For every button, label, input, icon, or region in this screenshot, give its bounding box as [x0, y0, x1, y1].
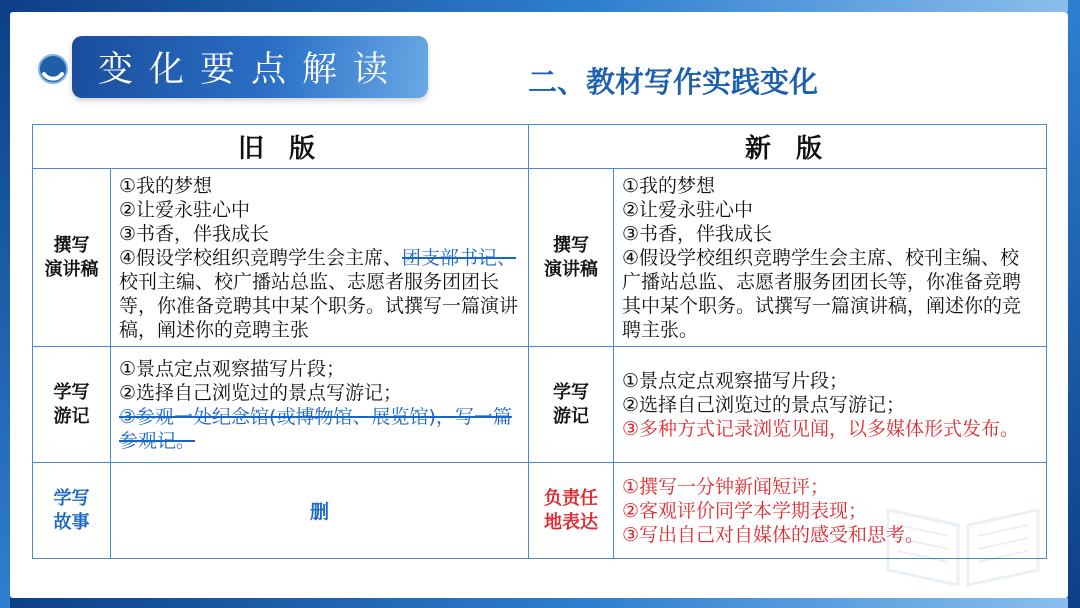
frame-bottom: [0, 598, 1080, 608]
old-content: [111, 169, 529, 347]
row-label-new: [529, 169, 614, 347]
frame-top: [0, 0, 1080, 12]
list-item-highlight: ①撰写一分钟新闻短评；: [622, 475, 830, 498]
header-new: 新 版: [529, 125, 1047, 169]
list-item: ③书香，伴我成长: [622, 222, 773, 245]
list-item: ②让爱永驻心中: [119, 198, 251, 221]
list-item: ②让爱永驻心中: [622, 198, 754, 221]
list-item: ④假设学校组织竞聘学生会主席、校刊主编、校广播站总监、志愿者服务团团长等，你准备竞聘其中某个职务。试撰写一篇演讲稿，阐述你的竞聘主张。: [622, 246, 1022, 341]
list-item: ②选择自己浏览过的景点写游记；: [119, 381, 403, 404]
list-item: ①景点定点观察描写片段；: [119, 357, 346, 380]
list-item-highlight: ③写出自己对自媒体的感受和思考。: [622, 523, 925, 546]
list-item: ①我的梦想: [119, 174, 213, 197]
old-content: [111, 347, 529, 463]
new-content: [614, 347, 1047, 463]
row-label-text: 负责任: [544, 487, 598, 509]
ring-dot-icon: [36, 52, 70, 86]
row-label-text: 学写: [53, 487, 90, 509]
list-item-highlight: ③多种方式记录浏览见闻，以多媒体形式发布。: [622, 417, 1020, 440]
table-row: [33, 169, 1047, 347]
table-row: [33, 347, 1047, 463]
row-label-old: [33, 169, 111, 347]
slide-sheet: [10, 12, 1068, 598]
row-label-text: 地表达: [544, 511, 598, 533]
frame-right: [1068, 0, 1080, 608]
header-old: 旧 版: [33, 125, 529, 169]
row-label-text: 演讲稿: [44, 258, 99, 280]
deleted-marker: 删: [111, 463, 529, 559]
list-item: ②选择自己浏览过的景点写游记；: [622, 393, 906, 416]
row-label-text: 学写: [53, 381, 90, 403]
row-label-text: 学写: [553, 381, 589, 403]
title-banner: [72, 36, 428, 98]
list-item: ③书香，伴我成长: [119, 222, 270, 245]
row-label-text: 游记: [53, 405, 90, 427]
list-item: [119, 246, 520, 342]
struck-text: ③参观一处纪念馆(或博物馆、展览馆)，写一篇参观记。: [119, 405, 512, 452]
open-book-watermark-icon: [878, 480, 1048, 590]
row-label-text: 游记: [553, 405, 589, 427]
row-label-text: 撰写: [553, 234, 589, 256]
item-text: 校刊主编、校广播站总监、志愿者服务团团长等，你准备竞聘其中某个职务。试撰写一篇演讲稿，阐述你的竞聘主张: [119, 270, 519, 341]
row-label-text: 演讲稿: [544, 258, 598, 280]
list-item: ①景点定点观察描写片段；: [622, 369, 849, 392]
row-label-new: [529, 347, 614, 463]
frame-left: [0, 0, 10, 608]
list-item-highlight: ②客观评价同学本学期表现；: [622, 499, 868, 522]
item-text: ④假设学校组织竞聘学生会主席、: [119, 246, 403, 269]
list-item: ①我的梦想: [622, 174, 716, 197]
new-content: [614, 169, 1047, 347]
row-label-new: [529, 463, 614, 559]
row-label-text: 撰写: [53, 234, 90, 256]
table-header-row: [33, 125, 1047, 169]
row-label-text: 故事: [53, 511, 90, 533]
row-label-old: [33, 463, 111, 559]
page-subtitle: 二、教材写作实践变化: [528, 65, 819, 99]
struck-text: 团支部书记、: [402, 246, 517, 269]
row-label-old: [33, 347, 111, 463]
banner-title: 变化要点解读: [98, 50, 405, 90]
